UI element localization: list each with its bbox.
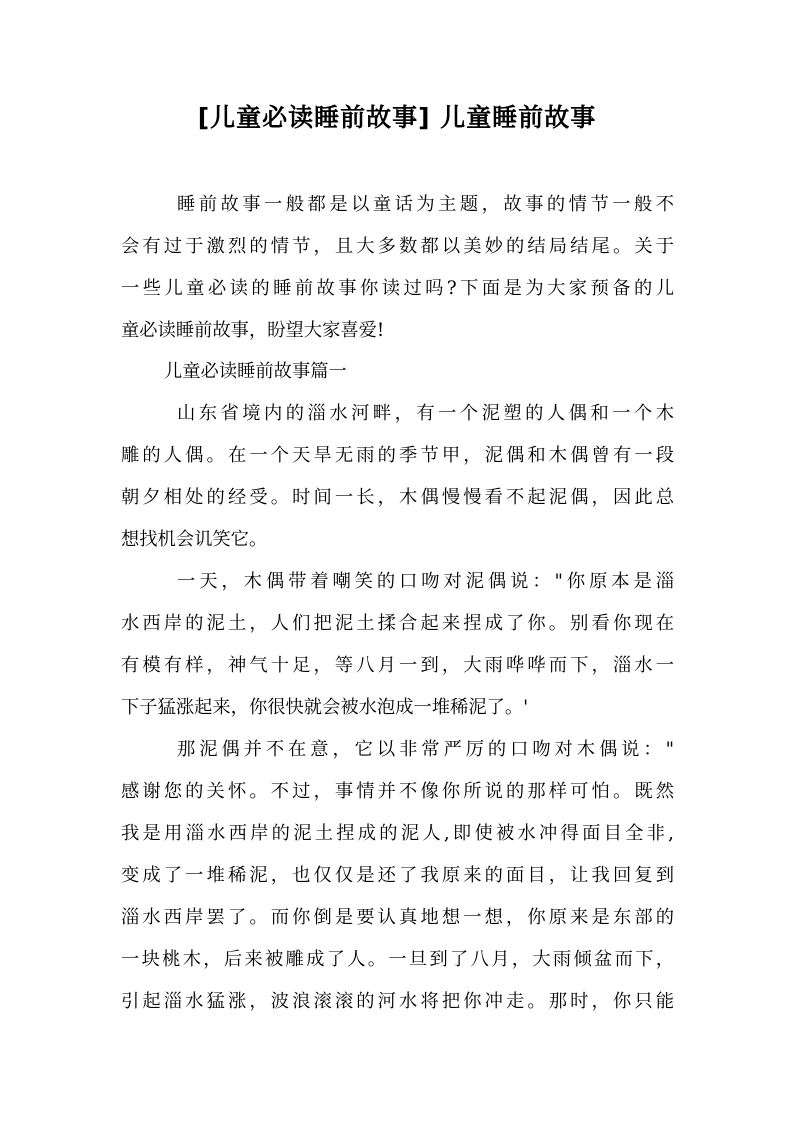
paragraph-4-line-7: 引起淄水猛涨，波浪滚滚的河水将把你冲走。那时，你只能 bbox=[121, 991, 674, 1012]
paragraph-1-line-2: 会有过于激烈的情节，且大多数都以美妙的结局结尾。关于 bbox=[121, 236, 674, 257]
section-heading: 儿童必读睡前故事篇一 bbox=[164, 361, 347, 382]
paragraph-3-line-4: 下子猛涨起来，你很快就会被水泡成一堆稀泥了。' bbox=[121, 697, 529, 718]
paragraph-4-line-2: 感谢您的关怀。不过，事情并不像你所说的那样可怕。既然 bbox=[121, 781, 674, 802]
document-body bbox=[121, 184, 674, 1023]
paragraph-2-line-1: 山东省境内的淄水河畔，有一个泥塑的人偶和一个木 bbox=[177, 403, 674, 424]
document-title: [儿童必读睡前故事] 儿童睡前故事 bbox=[197, 103, 597, 132]
paragraph-2-line-4: 想找机会讥笑它。 bbox=[121, 529, 268, 550]
paragraph-1-line-1: 睡前故事一般都是以童话为主题，故事的情节一般不 bbox=[177, 194, 674, 215]
paragraph-4-line-6: 一块桃木，后来被雕成了人。一旦到了八月，大雨倾盆而下， bbox=[121, 949, 674, 970]
paragraph-4-line-3: 我是用淄水西岸的泥土捏成的泥人,即使被水冲得面目全非, bbox=[121, 823, 674, 844]
paragraph-4-line-5: 淄水西岸罢了。而你倒是要认真地想一想，你原来是东部的 bbox=[121, 907, 674, 928]
paragraph-2-line-3: 朝夕相处的经受。时间一长，木偶慢慢看不起泥偶，因此总 bbox=[121, 487, 674, 508]
paragraph-2-line-2: 雕的人偶。在一个天旱无雨的季节甲，泥偶和木偶曾有一段 bbox=[121, 445, 674, 466]
paragraph-4-line-1: 那泥偶并不在意，它以非常严厉的口吻对木偶说：" bbox=[177, 739, 674, 760]
paragraph-1-line-3: 一些儿童必读的睡前故事你读过吗?下面是为大家预备的儿 bbox=[121, 278, 674, 299]
paragraph-4-line-4: 变成了一堆稀泥，也仅仅是还了我原来的面目，让我回复到 bbox=[121, 865, 674, 886]
paragraph-3-line-3: 有模有样，神气十足，等八月一到，大雨哗哗而下，淄水一 bbox=[121, 655, 674, 676]
paragraph-3-line-1: 一天，木偶带着嘲笑的口吻对泥偶说："你原本是淄 bbox=[177, 571, 674, 592]
paragraph-1-line-4: 童必读睡前故事，盼望大家喜爱! bbox=[121, 320, 385, 341]
paragraph-3-line-2: 水西岸的泥土，人们把泥土揉合起来捏成了你。别看你现在 bbox=[121, 613, 674, 634]
